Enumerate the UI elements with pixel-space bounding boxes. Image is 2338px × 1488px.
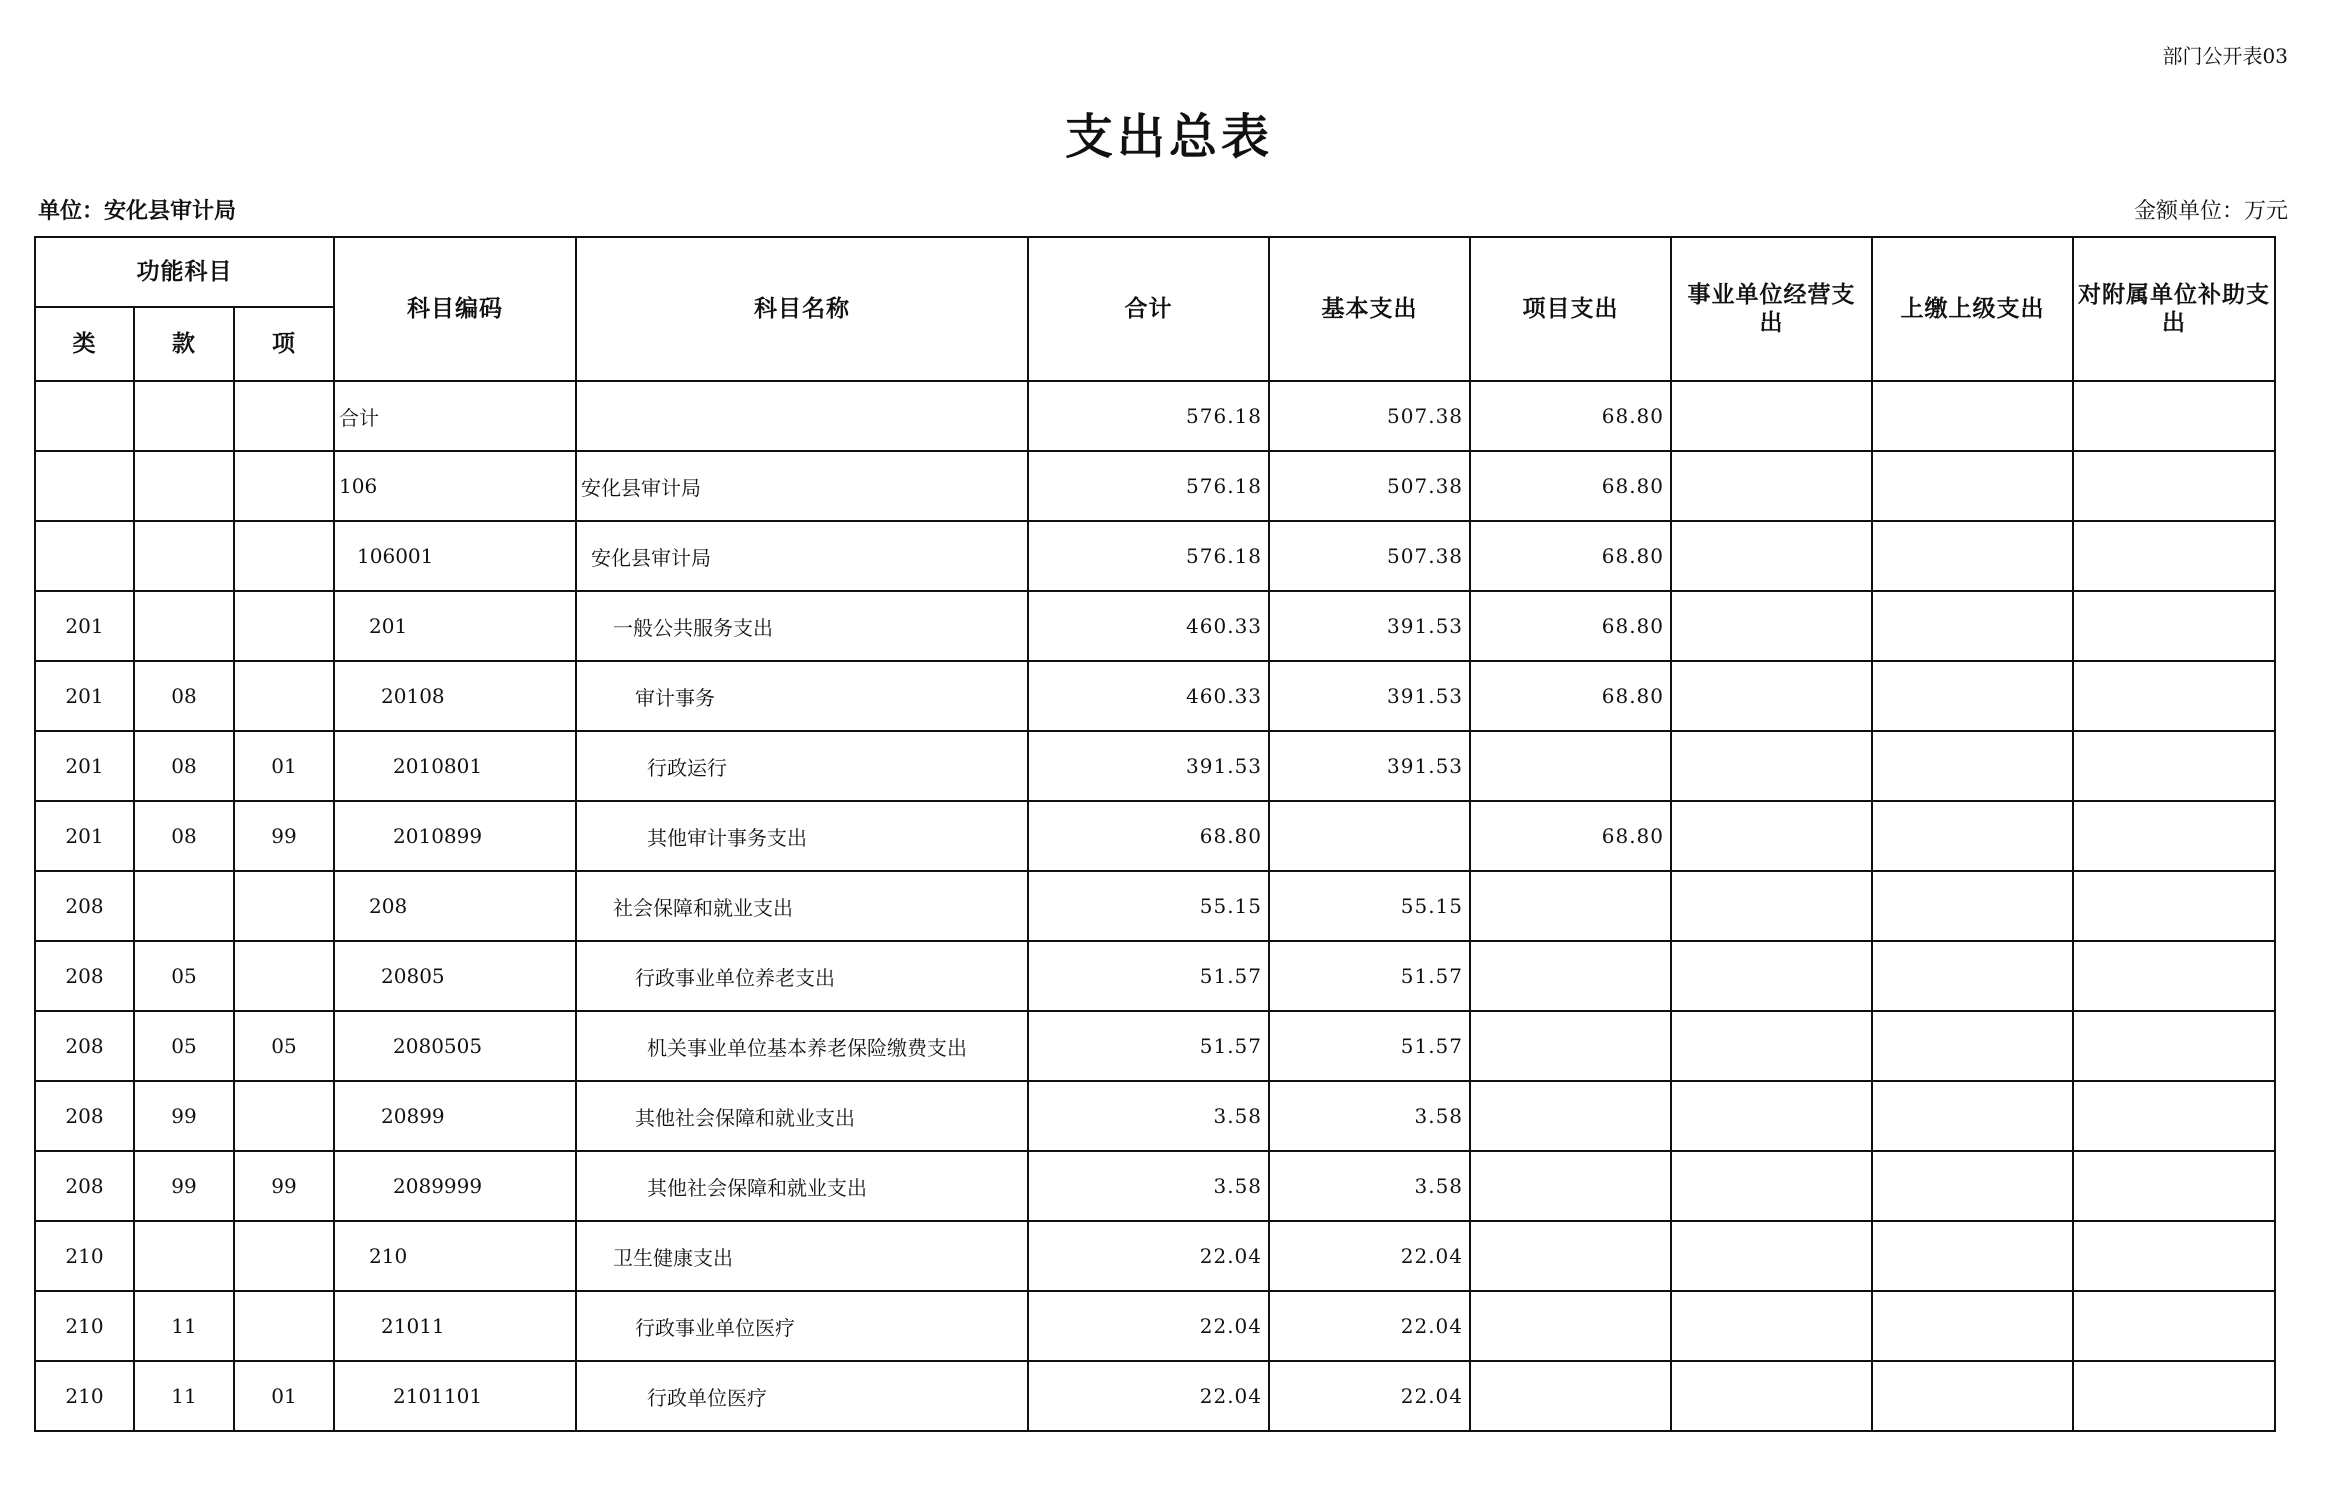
- cell-upper: [1872, 1291, 2073, 1361]
- cell-project: [1470, 941, 1671, 1011]
- cell-xiang: [234, 1221, 334, 1291]
- cell-basic: 507.38: [1269, 451, 1470, 521]
- cell-basic: 55.15: [1269, 871, 1470, 941]
- cell-upper: [1872, 521, 2073, 591]
- cell-lei: 201: [35, 591, 134, 661]
- cell-upper: [1872, 1361, 2073, 1431]
- cell-name: 行政事业单位医疗: [576, 1291, 1028, 1361]
- cell-lei: 208: [35, 941, 134, 1011]
- table-body: [35, 381, 2275, 1431]
- cell-project: [1470, 1291, 1671, 1361]
- cell-kuan: 08: [134, 661, 234, 731]
- cell-total: 22.04: [1028, 1361, 1269, 1431]
- cell-upper: [1872, 1221, 2073, 1291]
- cell-code: 2089999: [334, 1151, 576, 1221]
- cell-code: 210: [334, 1221, 576, 1291]
- cell-name: [576, 381, 1028, 451]
- cell-business: [1671, 1151, 1872, 1221]
- cell-kuan: 99: [134, 1081, 234, 1151]
- table-row: [35, 451, 2275, 521]
- cell-lei: 208: [35, 1011, 134, 1081]
- cell-subsidy: [2073, 1221, 2275, 1291]
- cell-lei: 210: [35, 1291, 134, 1361]
- cell-basic: 22.04: [1269, 1361, 1470, 1431]
- header-func-subject: 功能科目: [35, 237, 334, 307]
- cell-kuan: 08: [134, 801, 234, 871]
- cell-business: [1671, 1081, 1872, 1151]
- cell-project: 68.80: [1470, 521, 1671, 591]
- cell-name: 一般公共服务支出: [576, 591, 1028, 661]
- cell-name: 安化县审计局: [576, 451, 1028, 521]
- cell-name: 行政运行: [576, 731, 1028, 801]
- cell-total: 51.57: [1028, 941, 1269, 1011]
- cell-project: 68.80: [1470, 591, 1671, 661]
- cell-xiang: [234, 871, 334, 941]
- cell-subsidy: [2073, 1361, 2275, 1431]
- cell-kuan: 11: [134, 1361, 234, 1431]
- cell-lei: 208: [35, 1081, 134, 1151]
- cell-basic: 22.04: [1269, 1291, 1470, 1361]
- cell-total: 51.57: [1028, 1011, 1269, 1081]
- cell-basic: 3.58: [1269, 1151, 1470, 1221]
- cell-code: 2010899: [334, 801, 576, 871]
- cell-name: 行政单位医疗: [576, 1361, 1028, 1431]
- table-row: [35, 1081, 2275, 1151]
- cell-lei: 210: [35, 1361, 134, 1431]
- cell-code: 201: [334, 591, 576, 661]
- cell-project: 68.80: [1470, 801, 1671, 871]
- cell-upper: [1872, 1151, 2073, 1221]
- cell-code: 20108: [334, 661, 576, 731]
- cell-kuan: 99: [134, 1151, 234, 1221]
- cell-project: 68.80: [1470, 451, 1671, 521]
- cell-lei: [35, 381, 134, 451]
- table-row: [35, 1151, 2275, 1221]
- cell-kuan: [134, 521, 234, 591]
- cell-name: 行政事业单位养老支出: [576, 941, 1028, 1011]
- cell-project: [1470, 1151, 1671, 1221]
- cell-code: 21011: [334, 1291, 576, 1361]
- cell-kuan: [134, 871, 234, 941]
- cell-code: 2080505: [334, 1011, 576, 1081]
- cell-upper: [1872, 591, 2073, 661]
- header-project: 项目支出: [1470, 237, 1671, 381]
- cell-total: 68.80: [1028, 801, 1269, 871]
- cell-project: [1470, 731, 1671, 801]
- cell-business: [1671, 1221, 1872, 1291]
- cell-code: 106: [334, 451, 576, 521]
- cell-name: 社会保障和就业支出: [576, 871, 1028, 941]
- cell-upper: [1872, 1011, 2073, 1081]
- cell-basic: 507.38: [1269, 521, 1470, 591]
- cell-upper: [1872, 661, 2073, 731]
- table-row: [35, 1221, 2275, 1291]
- cell-subsidy: [2073, 1151, 2275, 1221]
- header-xiang: 项: [234, 307, 334, 381]
- cell-project: [1470, 1361, 1671, 1431]
- cell-subsidy: [2073, 801, 2275, 871]
- cell-lei: [35, 521, 134, 591]
- cell-lei: 208: [35, 871, 134, 941]
- cell-xiang: 99: [234, 801, 334, 871]
- cell-upper: [1872, 451, 2073, 521]
- cell-subsidy: [2073, 1011, 2275, 1081]
- header-business: 事业单位经营支出: [1671, 237, 1872, 381]
- cell-kuan: [134, 591, 234, 661]
- cell-total: 391.53: [1028, 731, 1269, 801]
- page-title: 支出总表: [1064, 109, 1273, 165]
- cell-kuan: 11: [134, 1291, 234, 1361]
- cell-business: [1671, 731, 1872, 801]
- cell-subsidy: [2073, 871, 2275, 941]
- cell-upper: [1872, 731, 2073, 801]
- cell-project: [1470, 1221, 1671, 1291]
- table-row: [35, 1361, 2275, 1431]
- cell-kuan: [134, 1221, 234, 1291]
- cell-business: [1671, 381, 1872, 451]
- cell-subsidy: [2073, 521, 2275, 591]
- cell-xiang: [234, 521, 334, 591]
- header-total: 合计: [1028, 237, 1269, 381]
- cell-name: 其他审计事务支出: [576, 801, 1028, 871]
- cell-xiang: [234, 941, 334, 1011]
- cell-project: [1470, 1081, 1671, 1151]
- unit-label: 单位：安化县审计局: [38, 198, 237, 224]
- cell-total: 22.04: [1028, 1221, 1269, 1291]
- cell-business: [1671, 1011, 1872, 1081]
- cell-lei: 201: [35, 731, 134, 801]
- cell-subsidy: [2073, 1081, 2275, 1151]
- cell-basic: 391.53: [1269, 731, 1470, 801]
- cell-xiang: [234, 661, 334, 731]
- cell-kuan: 08: [134, 731, 234, 801]
- cell-name: 安化县审计局: [576, 521, 1028, 591]
- cell-business: [1671, 451, 1872, 521]
- cell-business: [1671, 801, 1872, 871]
- cell-name: 机关事业单位基本养老保险缴费支出: [576, 1011, 1028, 1081]
- expenditure-table: [34, 236, 2276, 1432]
- cell-code: 合计: [334, 381, 576, 451]
- cell-project: [1470, 871, 1671, 941]
- header-kuan: 款: [134, 307, 234, 381]
- table-row: [35, 941, 2275, 1011]
- cell-upper: [1872, 1081, 2073, 1151]
- cell-lei: 208: [35, 1151, 134, 1221]
- cell-subsidy: [2073, 1291, 2275, 1361]
- cell-xiang: [234, 381, 334, 451]
- table-row: [35, 661, 2275, 731]
- cell-project: 68.80: [1470, 661, 1671, 731]
- cell-subsidy: [2073, 661, 2275, 731]
- cell-basic: 22.04: [1269, 1221, 1470, 1291]
- cell-code: 2101101: [334, 1361, 576, 1431]
- cell-xiang: [234, 451, 334, 521]
- cell-basic: 507.38: [1269, 381, 1470, 451]
- cell-business: [1671, 521, 1872, 591]
- cell-total: 460.33: [1028, 591, 1269, 661]
- cell-total: 576.18: [1028, 381, 1269, 451]
- header-code: 科目编码: [334, 237, 576, 381]
- cell-basic: 51.57: [1269, 941, 1470, 1011]
- cell-business: [1671, 1291, 1872, 1361]
- cell-project: 68.80: [1470, 381, 1671, 451]
- cell-business: [1671, 661, 1872, 731]
- cell-total: 3.58: [1028, 1151, 1269, 1221]
- header-upper: 上缴上级支出: [1872, 237, 2073, 381]
- table-row: [35, 1291, 2275, 1361]
- cell-kuan: 05: [134, 941, 234, 1011]
- cell-total: 576.18: [1028, 451, 1269, 521]
- cell-xiang: 05: [234, 1011, 334, 1081]
- form-code: 部门公开表03: [2162, 44, 2288, 68]
- table-row: [35, 731, 2275, 801]
- table-row: [35, 591, 2275, 661]
- money-unit-label: 金额单位：万元: [2133, 199, 2288, 224]
- cell-lei: 201: [35, 801, 134, 871]
- cell-lei: [35, 451, 134, 521]
- cell-basic: [1269, 801, 1470, 871]
- header-lei: 类: [35, 307, 134, 381]
- cell-business: [1671, 591, 1872, 661]
- cell-business: [1671, 1361, 1872, 1431]
- cell-basic: 391.53: [1269, 591, 1470, 661]
- cell-upper: [1872, 801, 2073, 871]
- cell-xiang: [234, 591, 334, 661]
- cell-total: 55.15: [1028, 871, 1269, 941]
- cell-code: 20805: [334, 941, 576, 1011]
- cell-kuan: 05: [134, 1011, 234, 1081]
- cell-xiang: 01: [234, 731, 334, 801]
- cell-business: [1671, 871, 1872, 941]
- cell-xiang: [234, 1291, 334, 1361]
- table-row: [35, 801, 2275, 871]
- cell-basic: 391.53: [1269, 661, 1470, 731]
- table-row: [35, 871, 2275, 941]
- cell-code: 106001: [334, 521, 576, 591]
- table-row: [35, 381, 2275, 451]
- cell-upper: [1872, 941, 2073, 1011]
- cell-name: 其他社会保障和就业支出: [576, 1151, 1028, 1221]
- cell-subsidy: [2073, 941, 2275, 1011]
- header-name: 科目名称: [576, 237, 1028, 381]
- cell-upper: [1872, 871, 2073, 941]
- cell-upper: [1872, 381, 2073, 451]
- cell-lei: 201: [35, 661, 134, 731]
- table-row: [35, 1011, 2275, 1081]
- cell-name: 卫生健康支出: [576, 1221, 1028, 1291]
- cell-project: [1470, 1011, 1671, 1081]
- cell-xiang: [234, 1081, 334, 1151]
- cell-kuan: [134, 451, 234, 521]
- cell-subsidy: [2073, 451, 2275, 521]
- cell-name: 审计事务: [576, 661, 1028, 731]
- cell-subsidy: [2073, 591, 2275, 661]
- cell-business: [1671, 941, 1872, 1011]
- cell-subsidy: [2073, 381, 2275, 451]
- cell-xiang: 99: [234, 1151, 334, 1221]
- cell-kuan: [134, 381, 234, 451]
- cell-basic: 51.57: [1269, 1011, 1470, 1081]
- cell-code: 208: [334, 871, 576, 941]
- cell-total: 3.58: [1028, 1081, 1269, 1151]
- header-basic: 基本支出: [1269, 237, 1470, 381]
- cell-total: 460.33: [1028, 661, 1269, 731]
- cell-subsidy: [2073, 731, 2275, 801]
- table-header: [35, 237, 2275, 381]
- cell-name: 其他社会保障和就业支出: [576, 1081, 1028, 1151]
- cell-total: 576.18: [1028, 521, 1269, 591]
- cell-lei: 210: [35, 1221, 134, 1291]
- cell-basic: 3.58: [1269, 1081, 1470, 1151]
- cell-xiang: 01: [234, 1361, 334, 1431]
- header-subsidy: 对附属单位补助支出: [2073, 237, 2275, 381]
- cell-code: 2010801: [334, 731, 576, 801]
- cell-total: 22.04: [1028, 1291, 1269, 1361]
- table-row: [35, 521, 2275, 591]
- cell-code: 20899: [334, 1081, 576, 1151]
